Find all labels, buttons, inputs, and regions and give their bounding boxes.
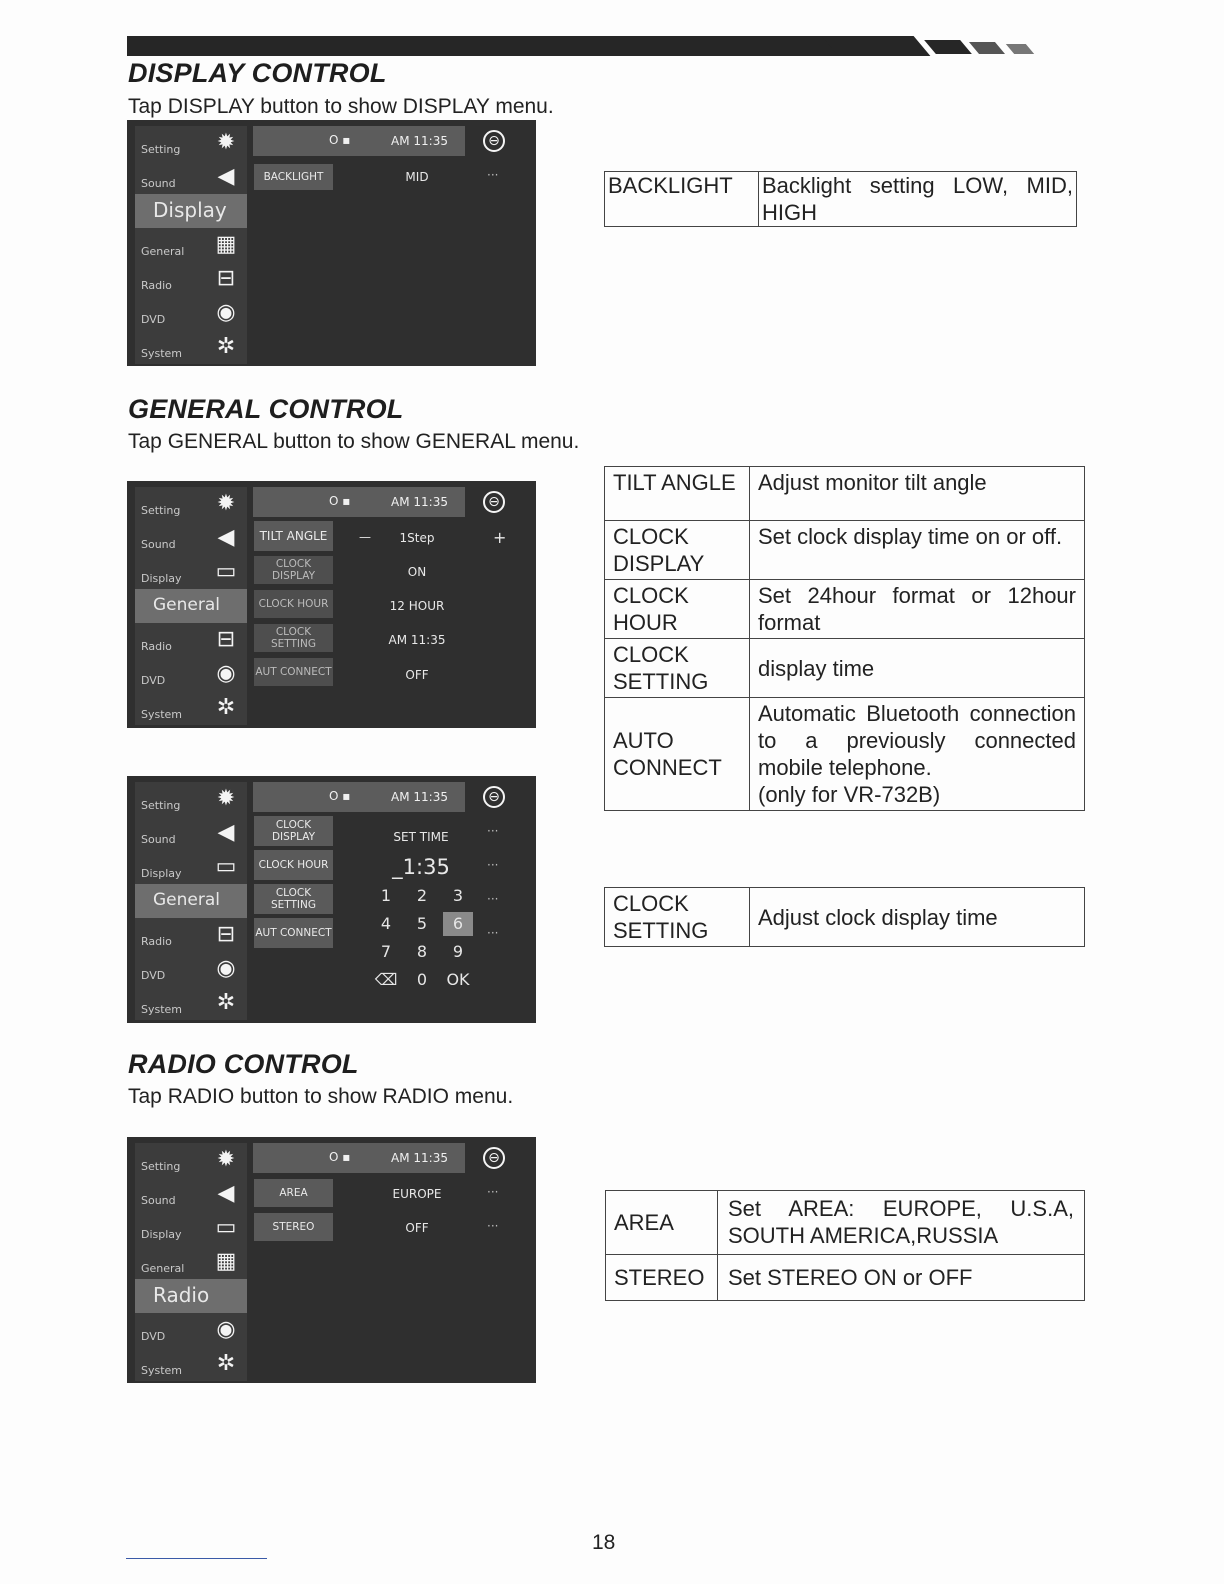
auto-connect-button[interactable]: AUT CONNECT <box>254 658 333 686</box>
display-icon: ▭ <box>215 854 237 879</box>
status-icons: O ▪ <box>329 133 351 147</box>
header-stripe <box>1006 44 1034 54</box>
radio-icon: ⊟ <box>216 922 236 947</box>
status-time: AM 11:35 <box>391 134 448 148</box>
status-bar <box>253 782 465 812</box>
clock-hour-value: 12 HOUR <box>389 599 445 613</box>
sidebar <box>135 1143 247 1381</box>
keypad-key[interactable]: 8 <box>416 942 428 961</box>
clock-hour-button[interactable]: CLOCK HOUR <box>254 850 333 880</box>
status-bar <box>253 1143 465 1173</box>
display-icon: ▭ <box>215 559 237 584</box>
stereo-button[interactable]: STEREO <box>254 1213 333 1241</box>
display-heading: DISPLAY CONTROL <box>128 58 387 88</box>
display-menu-screen <box>127 120 536 366</box>
sidebar-item-display[interactable]: Display ▭ <box>135 850 247 884</box>
status-time: AM 11:35 <box>391 495 448 509</box>
disc-icon: ◉ <box>216 1317 236 1342</box>
status-time: AM 11:35 <box>391 790 448 804</box>
sidebar-item-sound[interactable]: Sound ◀ <box>135 521 247 555</box>
keypad-key[interactable]: 0 <box>416 970 428 989</box>
sidebar <box>135 487 247 725</box>
more-dots[interactable]: ··· <box>487 1185 499 1199</box>
general-table <box>604 466 1085 811</box>
keypad-key[interactable]: 5 <box>416 914 428 933</box>
header-stripe <box>924 40 972 54</box>
clock-hour-button[interactable]: CLOCK HOUR <box>254 590 333 618</box>
clock-display-button[interactable]: CLOCK DISPLAY <box>254 556 333 584</box>
speaker-icon: ◀ <box>217 525 235 550</box>
time-entry: _1:35 <box>392 855 450 879</box>
sidebar-item-display[interactable]: Display ▭ <box>135 555 247 589</box>
sidebar-item-setting[interactable]: Setting ✹ <box>135 126 247 160</box>
radio-icon: ⊟ <box>216 627 236 652</box>
system-gear-icon: ✲ <box>216 990 236 1015</box>
clock-setting-button[interactable]: CLOCK SETTING <box>254 624 333 652</box>
table-row: TILT ANGLE Adjust monitor tilt angle <box>605 467 1085 521</box>
table-row: BACKLIGHT Backlight setting LOW, MID, HIGH <box>605 172 1077 227</box>
display-intro: Tap DISPLAY button to show DISPLAY menu. <box>128 95 554 118</box>
sidebar-item-sound[interactable]: Sound ◀ <box>135 160 247 194</box>
speaker-icon: ◀ <box>217 1181 235 1206</box>
sidebar-item-dvd[interactable]: DVD ◉ <box>135 296 247 330</box>
table-row: AREA Set AREA: EUROPE, U.S.A, SOUTH AMERICA,RUSSIA <box>606 1191 1085 1255</box>
tilt-angle-button[interactable]: TILT ANGLE <box>254 521 333 551</box>
sidebar-item-system[interactable]: System ✲ <box>135 691 247 725</box>
header-stripe <box>969 42 1005 54</box>
sidebar-item-setting[interactable]: Setting ✹ <box>135 487 247 521</box>
header-stripe <box>822 36 931 56</box>
more-dots[interactable]: ··· <box>487 892 499 906</box>
sidebar-item-radio[interactable]: Radio ⊟ <box>135 918 247 952</box>
general-intro: Tap GENERAL button to show GENERAL menu. <box>128 430 580 453</box>
keypad <box>371 884 479 996</box>
more-dots[interactable]: ··· <box>487 858 499 872</box>
keypad-key[interactable]: 9 <box>452 942 464 961</box>
sidebar-item-sound[interactable]: Sound ◀ <box>135 816 247 850</box>
sidebar-item-setting[interactable]: Setting ✹ <box>135 1143 247 1177</box>
keypad-key[interactable]: 1 <box>380 886 392 905</box>
sidebar-item-radio[interactable]: Radio ⊟ <box>135 262 247 296</box>
gear-icon: ✹ <box>216 786 236 811</box>
keypad-key[interactable]: 2 <box>416 886 428 905</box>
radio-menu-screen <box>127 1137 536 1383</box>
speaker-icon: ◀ <box>217 820 235 845</box>
table-row: CLOCK DISPLAY Set clock display time on or off. <box>605 521 1085 580</box>
general-menu-screen <box>127 481 536 728</box>
status-bar <box>253 487 465 517</box>
display-icon: ▭ <box>215 1215 237 1240</box>
table-row: STEREO Set STEREO ON or OFF <box>606 1255 1085 1301</box>
set-time-label: SET TIME <box>393 830 449 844</box>
auto-connect-value: OFF <box>405 668 429 682</box>
keypad-key[interactable]: 7 <box>380 942 392 961</box>
status-icons: O ▪ <box>329 494 351 508</box>
general-heading: GENERAL CONTROL <box>128 394 404 424</box>
clock-display-button[interactable]: CLOCK DISPLAY <box>254 816 333 846</box>
display-table <box>604 171 1077 227</box>
tilt-plus-button[interactable]: + <box>493 528 507 547</box>
keypad-key[interactable]: 4 <box>380 914 392 933</box>
system-gear-icon: ✲ <box>216 334 236 359</box>
tilt-minus-button[interactable]: — <box>359 530 371 544</box>
footer-line <box>126 1558 267 1559</box>
sidebar-item-general[interactable]: General <box>135 589 247 623</box>
sidebar-item-system[interactable]: System ✲ <box>135 330 247 364</box>
table-row: CLOCK SETTING Adjust clock display time <box>605 888 1085 947</box>
sidebar-item-system[interactable]: System ✲ <box>135 1347 247 1381</box>
keypad-key[interactable]: 3 <box>452 886 464 905</box>
sidebar-item-dvd[interactable]: DVD ◉ <box>135 952 247 986</box>
sidebar-item-general[interactable]: General ▦ <box>135 1245 247 1279</box>
backlight-value: MID <box>405 170 429 184</box>
back-icon[interactable]: ⊖ <box>483 786 505 808</box>
sidebar <box>135 126 247 364</box>
sidebar-item-setting[interactable]: Setting ✹ <box>135 782 247 816</box>
auto-connect-button[interactable]: AUT CONNECT <box>254 918 333 948</box>
more-dots[interactable]: ··· <box>487 168 499 182</box>
tilt-angle-value: 1Step <box>399 531 435 545</box>
status-icons: O ▪ <box>329 1150 351 1164</box>
more-dots[interactable]: ··· <box>487 824 499 838</box>
grid-icon: ▦ <box>215 1249 237 1274</box>
sidebar-item-general[interactable]: General ▦ <box>135 228 247 262</box>
speaker-icon: ◀ <box>217 164 235 189</box>
radio-intro: Tap RADIO button to show RADIO menu. <box>128 1085 514 1108</box>
area-value: EUROPE <box>392 1187 442 1201</box>
status-icons: O ▪ <box>329 789 351 803</box>
clock-display-value: ON <box>407 565 427 579</box>
gear-icon: ✹ <box>216 1147 236 1172</box>
header-bar <box>127 36 847 56</box>
table-row: CLOCK SETTING display time <box>605 639 1085 698</box>
sidebar-item-sound[interactable]: Sound ◀ <box>135 1177 247 1211</box>
sidebar-item-radio[interactable]: Radio <box>135 1279 247 1313</box>
system-gear-icon: ✲ <box>216 1351 236 1376</box>
table-row: CLOCK HOUR Set 24hour format or 12hour format <box>605 580 1085 639</box>
sidebar-item-dvd[interactable]: DVD ◉ <box>135 1313 247 1347</box>
system-gear-icon: ✲ <box>216 695 236 720</box>
radio-table <box>605 1190 1085 1301</box>
disc-icon: ◉ <box>216 300 236 325</box>
clock-setting-table <box>604 887 1085 947</box>
clock-setting-button[interactable]: CLOCK SETTING <box>254 884 333 914</box>
keypad-key[interactable]: ⌫ <box>374 970 398 989</box>
grid-icon: ▦ <box>215 232 237 257</box>
area-button[interactable]: AREA <box>254 1179 333 1207</box>
table-row: AUTO CONNECT Automatic Bluetooth connection to a previously connected mobile telephone. (only for VR-732B) <box>605 698 1085 811</box>
sidebar-item-display[interactable]: Display <box>135 194 247 228</box>
keypad-key[interactable]: OK <box>446 970 470 989</box>
sidebar-item-radio[interactable]: Radio ⊟ <box>135 623 247 657</box>
sidebar <box>135 782 247 1020</box>
sidebar-item-display[interactable]: Display ▭ <box>135 1211 247 1245</box>
page-number: 18 <box>592 1531 616 1554</box>
stereo-value: OFF <box>405 1221 429 1235</box>
disc-icon: ◉ <box>216 956 236 981</box>
sidebar-item-system[interactable]: System ✲ <box>135 986 247 1020</box>
status-time: AM 11:35 <box>391 1151 448 1165</box>
back-icon[interactable]: ⊖ <box>483 491 505 513</box>
more-dots[interactable]: ··· <box>487 1219 499 1233</box>
sidebar-item-dvd[interactable]: DVD ◉ <box>135 657 247 691</box>
clock-setting-value: AM 11:35 <box>388 633 446 647</box>
back-icon[interactable]: ⊖ <box>483 130 505 152</box>
clock-setting-screen <box>127 776 536 1023</box>
gear-icon: ✹ <box>216 491 236 516</box>
gear-icon: ✹ <box>216 130 236 155</box>
back-icon[interactable]: ⊖ <box>483 1147 505 1169</box>
radio-heading: RADIO CONTROL <box>128 1049 359 1079</box>
status-bar <box>253 126 465 156</box>
keypad-key[interactable]: 6 <box>443 912 473 936</box>
sidebar-item-general[interactable]: General <box>135 884 247 918</box>
disc-icon: ◉ <box>216 661 236 686</box>
backlight-button[interactable]: BACKLIGHT <box>254 164 333 190</box>
more-dots[interactable]: ··· <box>487 926 499 940</box>
radio-icon: ⊟ <box>216 266 236 291</box>
